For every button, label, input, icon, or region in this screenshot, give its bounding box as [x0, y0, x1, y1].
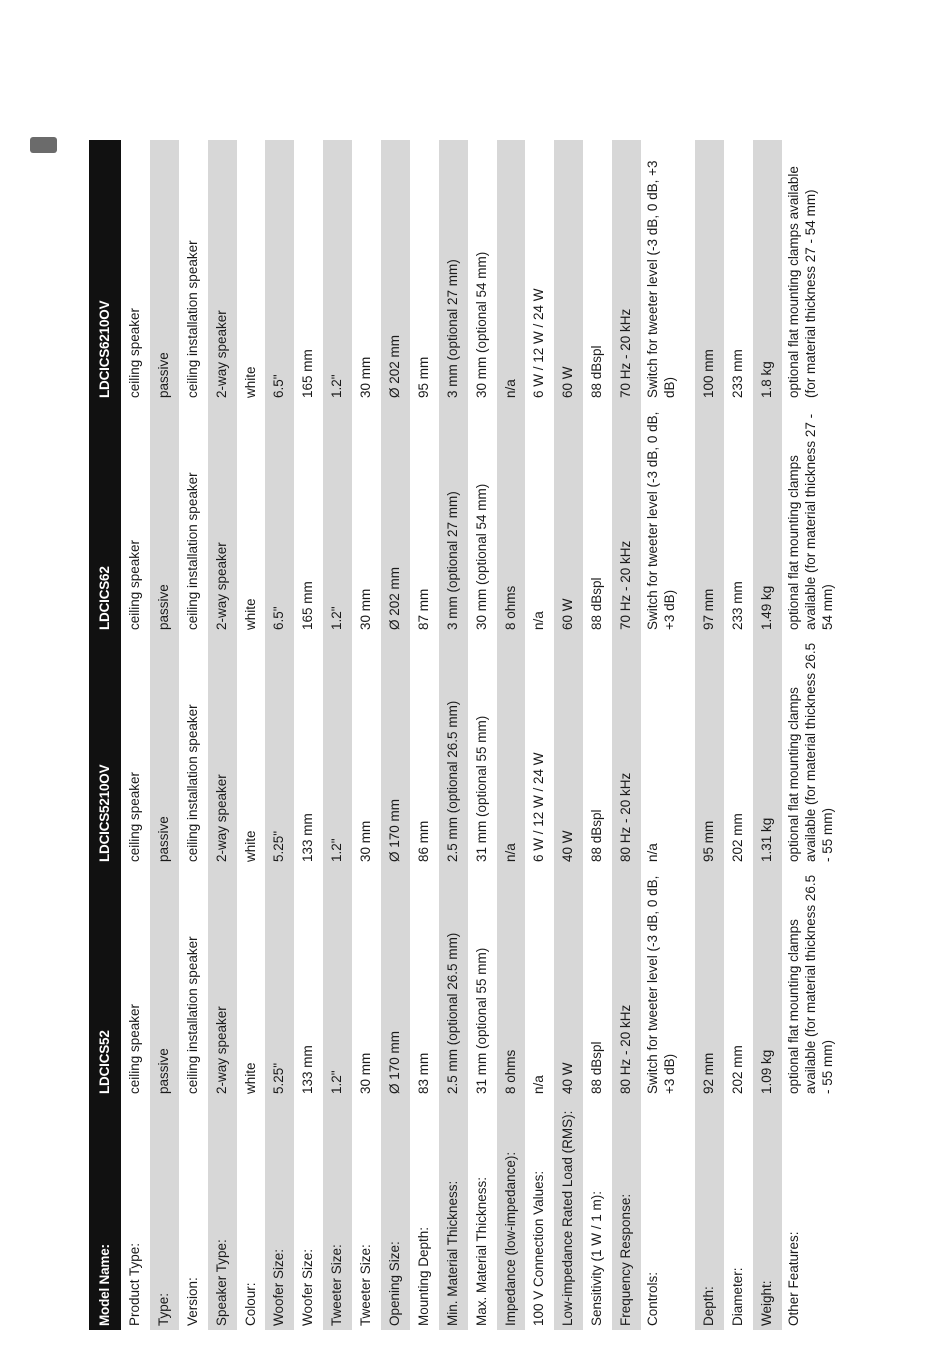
spec-value: 86 mm — [415, 820, 431, 862]
spec-label: Colour: — [242, 1282, 258, 1326]
model-name: LDCICS5210OV — [96, 764, 112, 862]
table-row — [294, 140, 323, 1330]
spec-value: 133 mm — [300, 813, 316, 862]
spec-value: 1.2" — [329, 838, 345, 862]
table-row — [753, 140, 782, 1330]
table-row — [612, 140, 641, 1330]
spec-value: 60 W — [560, 366, 576, 398]
spec-value: 92 mm — [701, 1052, 717, 1094]
spec-label: Max. Material Thickness: — [473, 1176, 489, 1326]
spec-value: passive — [155, 584, 171, 630]
spec-value: 30 mm — [358, 1052, 374, 1094]
spec-value: n/a — [531, 1075, 547, 1094]
table-row — [381, 140, 410, 1330]
spec-value: 88 dBspl — [589, 577, 605, 630]
spec-value: 88 dBspl — [589, 809, 605, 862]
spec-value: 3 mm (optional 27 mm) — [444, 491, 460, 630]
model-name: LDCICS6210OV — [96, 300, 112, 398]
spec-value: 6.5" — [271, 606, 287, 630]
table-row — [265, 140, 294, 1330]
spec-label: Woofer Size: — [271, 1248, 287, 1326]
spec-value: 80 Hz - 20 kHz — [618, 772, 634, 862]
spec-value: 40 W — [560, 1062, 576, 1094]
spec-value: Ø 202 mm — [386, 566, 402, 630]
spec-value: ceiling installation speaker — [184, 936, 200, 1094]
spec-value: 2.5 mm (optional 26.5 mm) — [444, 700, 460, 862]
spec-label: Diameter: — [730, 1267, 746, 1326]
spec-value: ceiling installation speaker — [184, 704, 200, 862]
spec-value: 83 mm — [415, 1052, 431, 1094]
spec-value: 95 mm — [701, 820, 717, 862]
spec-value: 60 W — [560, 598, 576, 630]
spec-label: Depth: — [701, 1286, 717, 1326]
spec-value: optional flat mounting clamps available (for material thickness 27 - 54 mm) — [786, 166, 819, 398]
table-row — [468, 140, 497, 1330]
spec-value: 1.09 kg — [759, 1049, 775, 1094]
page-tab-marker — [30, 137, 57, 153]
spec-value: 2-way speaker — [213, 1006, 229, 1094]
spec-value: ceiling speaker — [126, 307, 142, 398]
spec-label: 100 V Connection Values: — [531, 1170, 547, 1326]
spec-label: Impedance (low-impedance): — [502, 1151, 518, 1326]
spec-label: Tweeter Size: — [329, 1244, 345, 1326]
spec-value: n/a — [531, 611, 547, 630]
spec-value: 30 mm — [358, 820, 374, 862]
spec-table — [89, 140, 877, 1330]
spec-value: 30 mm (optional 54 mm) — [473, 483, 489, 630]
spec-value: white — [242, 598, 258, 630]
table-row — [410, 140, 439, 1330]
table-row — [695, 140, 724, 1330]
table-row — [525, 140, 554, 1330]
spec-value: 5.25" — [271, 830, 287, 862]
spec-label: Weight: — [759, 1280, 775, 1326]
spec-value: 100 mm — [701, 349, 717, 398]
spec-value: 30 mm — [358, 588, 374, 630]
spec-value: 1.49 kg — [759, 585, 775, 630]
spec-value: 165 mm — [300, 581, 316, 630]
spec-value: 1.31 kg — [759, 817, 775, 862]
spec-value: passive — [155, 1048, 171, 1094]
spec-label: Speaker Type: — [213, 1239, 229, 1326]
table-row — [554, 140, 583, 1330]
model-name: LDCICS62 — [96, 566, 112, 630]
spec-value: 133 mm — [300, 1045, 316, 1094]
spec-value: 233 mm — [730, 581, 746, 630]
spec-value: 6 W / 12 W / 24 W — [531, 288, 547, 398]
spec-label: Opening Size: — [386, 1241, 402, 1326]
table-row — [150, 140, 179, 1330]
table-row — [179, 140, 208, 1330]
spec-value: white — [242, 366, 258, 398]
spec-value: Switch for tweeter level (-3 dB, 0 dB, +3 dB) — [645, 875, 677, 1094]
spec-value: n/a — [502, 379, 518, 398]
spec-value: optional flat mounting clamps available (for material thickness 26.5 - 55 mm) — [786, 874, 835, 1094]
spec-value: 97 mm — [701, 588, 717, 630]
spec-value: 40 W — [560, 830, 576, 862]
spec-value: 70 Hz - 20 kHz — [618, 540, 634, 630]
table-row — [352, 140, 381, 1330]
spec-label: Controls: — [645, 1271, 660, 1326]
spec-value: 1.8 kg — [759, 361, 775, 398]
spec-value: white — [242, 830, 258, 862]
spec-value: Ø 170 mm — [386, 798, 402, 862]
spec-value: passive — [155, 352, 171, 398]
spec-value: optional flat mounting clamps available (for material thickness 26.5 - 55 mm) — [786, 642, 835, 862]
spec-value: ceiling speaker — [126, 1003, 142, 1094]
spec-value: 233 mm — [730, 349, 746, 398]
spec-value: 165 mm — [300, 349, 316, 398]
table-row — [583, 140, 612, 1330]
spec-value: 70 Hz - 20 kHz — [618, 308, 634, 398]
spec-value: 202 mm — [730, 813, 746, 862]
spec-label: Other Features: — [786, 1231, 802, 1326]
table-row — [121, 140, 150, 1330]
spec-value: white — [242, 1062, 258, 1094]
spec-value: ceiling installation speaker — [184, 240, 200, 398]
table-row — [497, 140, 526, 1330]
spec-value: 31 mm (optional 55 mm) — [473, 947, 489, 1094]
spec-value: 1.2" — [329, 606, 345, 630]
spec-label: Product Type: — [126, 1242, 142, 1326]
spec-value: 2.5 mm (optional 26.5 mm) — [444, 932, 460, 1094]
spec-value: 202 mm — [730, 1045, 746, 1094]
spec-value: 30 mm (optional 54 mm) — [473, 251, 489, 398]
spec-value: 8 ohms — [502, 1049, 518, 1094]
table-row — [237, 140, 266, 1330]
spec-label: Min. Material Thickness: — [444, 1180, 460, 1326]
spec-value: 5.25" — [271, 1062, 287, 1094]
spec-value: 6.5" — [271, 374, 287, 398]
spec-value: n/a — [502, 843, 518, 862]
spec-value: 8 ohms — [502, 585, 518, 630]
spec-value: ceiling speaker — [126, 771, 142, 862]
spec-label: Type: — [155, 1292, 171, 1326]
spec-value: 31 mm (optional 55 mm) — [473, 715, 489, 862]
spec-value: 2-way speaker — [213, 310, 229, 398]
spec-value: Ø 202 mm — [386, 334, 402, 398]
spec-value: 95 mm — [415, 356, 431, 398]
spec-value: optional flat mounting clamps available (for material thickness 27 - 54 mm) — [786, 413, 835, 630]
spec-value: 3 mm (optional 27 mm) — [444, 259, 460, 398]
spec-value: Switch for tweeter level (-3 dB, 0 dB, +3 dB) — [645, 411, 677, 630]
spec-label: Mounting Depth: — [415, 1226, 431, 1326]
spec-value: 6 W / 12 W / 24 W — [531, 752, 547, 862]
header-label: Model Name: — [96, 1244, 112, 1326]
spec-label: Low-impedance Rated Load (RMS): — [560, 1110, 576, 1326]
spec-label: Tweeter Size: — [358, 1244, 374, 1326]
spec-value: 80 Hz - 20 kHz — [618, 1004, 634, 1094]
table-header-row — [89, 140, 121, 1330]
spec-value: 1.2" — [329, 374, 345, 398]
table-row — [724, 140, 753, 1330]
spec-label: Woofer Size: — [300, 1248, 316, 1326]
spec-value: 1.2" — [329, 1070, 345, 1094]
spec-value: 87 mm — [415, 588, 431, 630]
spec-value: 2-way speaker — [213, 542, 229, 630]
spec-value: Switch for tweeter level (-3 dB, 0 dB, +3 dB) — [645, 160, 677, 398]
table-row — [439, 140, 468, 1330]
table-row — [782, 140, 877, 1330]
table-row — [208, 140, 237, 1330]
spec-label: Version: — [184, 1277, 200, 1326]
spec-value: 2-way speaker — [213, 774, 229, 862]
table-row — [641, 140, 695, 1330]
spec-label: Sensitivity (1 W / 1 m): — [589, 1190, 605, 1326]
spec-value: n/a — [645, 843, 660, 862]
spec-value: 30 mm — [358, 356, 374, 398]
spec-value: Ø 170 mm — [386, 1030, 402, 1094]
spec-value: passive — [155, 816, 171, 862]
spec-label: Frequency Response: — [618, 1193, 634, 1326]
spec-value: ceiling installation speaker — [184, 472, 200, 630]
spec-value: 88 dBspl — [589, 1041, 605, 1094]
spec-value: 88 dBspl — [589, 345, 605, 398]
table-row — [323, 140, 352, 1330]
model-name: LDCICS52 — [96, 1030, 112, 1094]
spec-value: ceiling speaker — [126, 539, 142, 630]
